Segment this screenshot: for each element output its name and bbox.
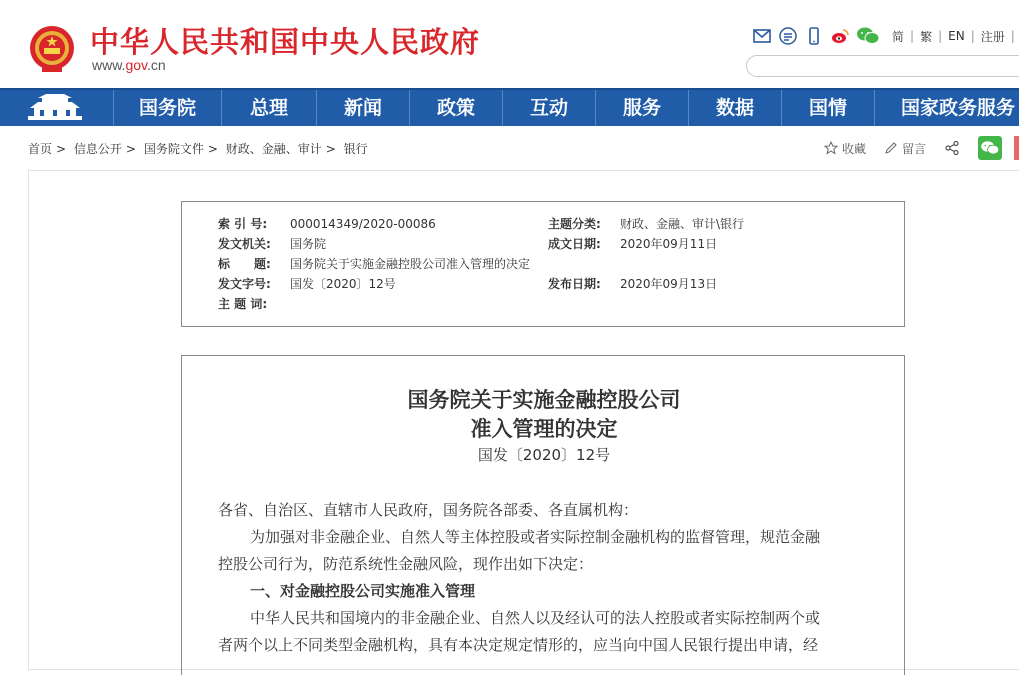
site-name[interactable]: 中华人民共和国中央人民政府 (90, 25, 481, 59)
national-emblem-icon[interactable] (28, 24, 76, 74)
wechat-icon (980, 140, 1000, 156)
breadcrumb-state-council-docs[interactable]: 国务院文件 (143, 142, 204, 156)
meta-key: 发文字号: (218, 277, 271, 291)
meta-value: 财政、金融、审计\银行 (620, 217, 745, 231)
lang-simplified[interactable]: 简 (892, 29, 905, 44)
star-icon (824, 141, 838, 155)
meta-doc-number (218, 275, 396, 293)
mail-icon[interactable] (752, 26, 772, 46)
breadcrumb-separator: > (207, 142, 218, 156)
top-tools (752, 26, 1015, 46)
meta-value: 2020年09月13日 (620, 277, 718, 291)
nav-item-services[interactable]: 服务 (595, 90, 688, 126)
nav-item-interaction[interactable]: 互动 (502, 90, 595, 126)
breadcrumb (28, 140, 372, 157)
share-icon (944, 140, 960, 156)
meta-written-date (548, 235, 717, 253)
meta-title (218, 255, 530, 273)
meta-value: 2020年09月11日 (620, 237, 718, 251)
register-link[interactable]: 注册 (980, 29, 1005, 44)
breadcrumb-separator: > (56, 142, 67, 156)
nav-item-news[interactable]: 新闻 (316, 90, 409, 126)
document-body (181, 355, 905, 675)
addressee: 各省、自治区、直辖市人民政府，国务院各部委、各直属机构： (218, 501, 639, 519)
meta-key: 发文机关: (218, 237, 271, 251)
wechat-icon[interactable] (856, 26, 880, 46)
meta-published-date (548, 275, 717, 293)
paragraph-2-line-2: 者两个以上不同类型金融机构，具有本决定规定情形的，应当向中国人民银行提出申请，经 (218, 636, 819, 654)
mobile-icon[interactable] (804, 26, 824, 46)
meta-category (548, 215, 744, 233)
url-suffix: .cn (147, 57, 166, 73)
meta-key: 标 题: (218, 257, 271, 271)
nav-item-gov-services[interactable]: 国家政务服务 (874, 90, 1019, 126)
paragraph-1-line-2: 控股公司行为，防范系统性金融风险，现作出如下决定： (218, 555, 594, 573)
document-meta-table (181, 201, 905, 327)
meta-keywords (218, 295, 290, 313)
separator: | (938, 29, 943, 43)
nav-item-premier[interactable]: 总理 (221, 90, 316, 126)
lang-traditional[interactable]: 繁 (920, 29, 933, 44)
share-button[interactable] (944, 140, 964, 156)
breadcrumb-separator: > (125, 142, 136, 156)
breadcrumb-separator: > (325, 142, 336, 156)
site-header (0, 0, 1019, 88)
nav-item-state-council[interactable]: 国务院 (113, 90, 221, 126)
breadcrumb-finance[interactable]: 财政、金融、审计 (225, 142, 322, 156)
search-input[interactable] (746, 55, 1019, 77)
meta-issuer (218, 235, 326, 253)
document-title-line2: 准入管理的决定 (470, 417, 618, 441)
nav-item-national-info[interactable]: 国情 (781, 90, 874, 126)
favorite-label: 收藏 (842, 141, 867, 156)
separator: | (910, 29, 915, 43)
meta-key: 主题分类: (548, 217, 601, 231)
weibo-icon[interactable] (830, 26, 850, 46)
meta-value: 国务院关于实施金融控股公司准入管理的决定 (290, 257, 531, 271)
favorite-button[interactable] (824, 140, 866, 157)
lang-english[interactable]: EN (948, 29, 965, 43)
meta-key: 索 引 号: (218, 217, 268, 231)
breadcrumb-info-public[interactable]: 信息公开 (73, 142, 122, 156)
url-gov: gov (125, 57, 147, 73)
wechat-share-button[interactable] (978, 136, 1002, 160)
meta-value: 000014349/2020-00086 (290, 217, 436, 231)
separator: | (1010, 29, 1015, 43)
meta-key: 成文日期: (548, 237, 601, 251)
meta-value: 国务院 (290, 237, 327, 251)
section-heading-1: 一、对金融控股公司实施准入管理 (250, 582, 476, 600)
paragraph-2-line-1: 中华人民共和国境内的非金融企业、自然人以及经认可的法人控股或者实际控制两个或 (250, 609, 821, 627)
nav-item-data[interactable]: 数据 (688, 90, 781, 126)
nav-item-policy[interactable]: 政策 (409, 90, 502, 126)
separator: | (970, 29, 975, 43)
document-number: 国发〔2020〕12号 (477, 446, 611, 464)
document-title-line1: 国务院关于实施金融控股公司 (407, 388, 681, 412)
tiananmen-logo-icon[interactable] (0, 90, 110, 126)
meta-value: 国发〔2020〕12号 (290, 277, 396, 291)
comment-button[interactable] (884, 140, 926, 157)
breadcrumb-bank[interactable]: 银行 (343, 142, 368, 156)
site-url (92, 57, 166, 73)
main-nav (0, 88, 1019, 126)
meta-key: 主 题 词: (218, 297, 268, 311)
article-tools (824, 136, 1002, 160)
paragraph-1-line-1: 为加强对非金融企业、自然人等主体控股或者实际控制金融机构的监督管理，规范金融 (250, 528, 821, 546)
url-prefix: www. (92, 57, 126, 73)
breadcrumb-home[interactable]: 首页 (28, 142, 53, 156)
rss-icon[interactable] (778, 26, 798, 46)
meta-key: 发布日期: (548, 277, 601, 291)
pencil-icon (884, 141, 898, 155)
comment-label: 留言 (902, 141, 927, 156)
meta-index (218, 215, 436, 233)
side-tab[interactable] (1014, 136, 1019, 160)
